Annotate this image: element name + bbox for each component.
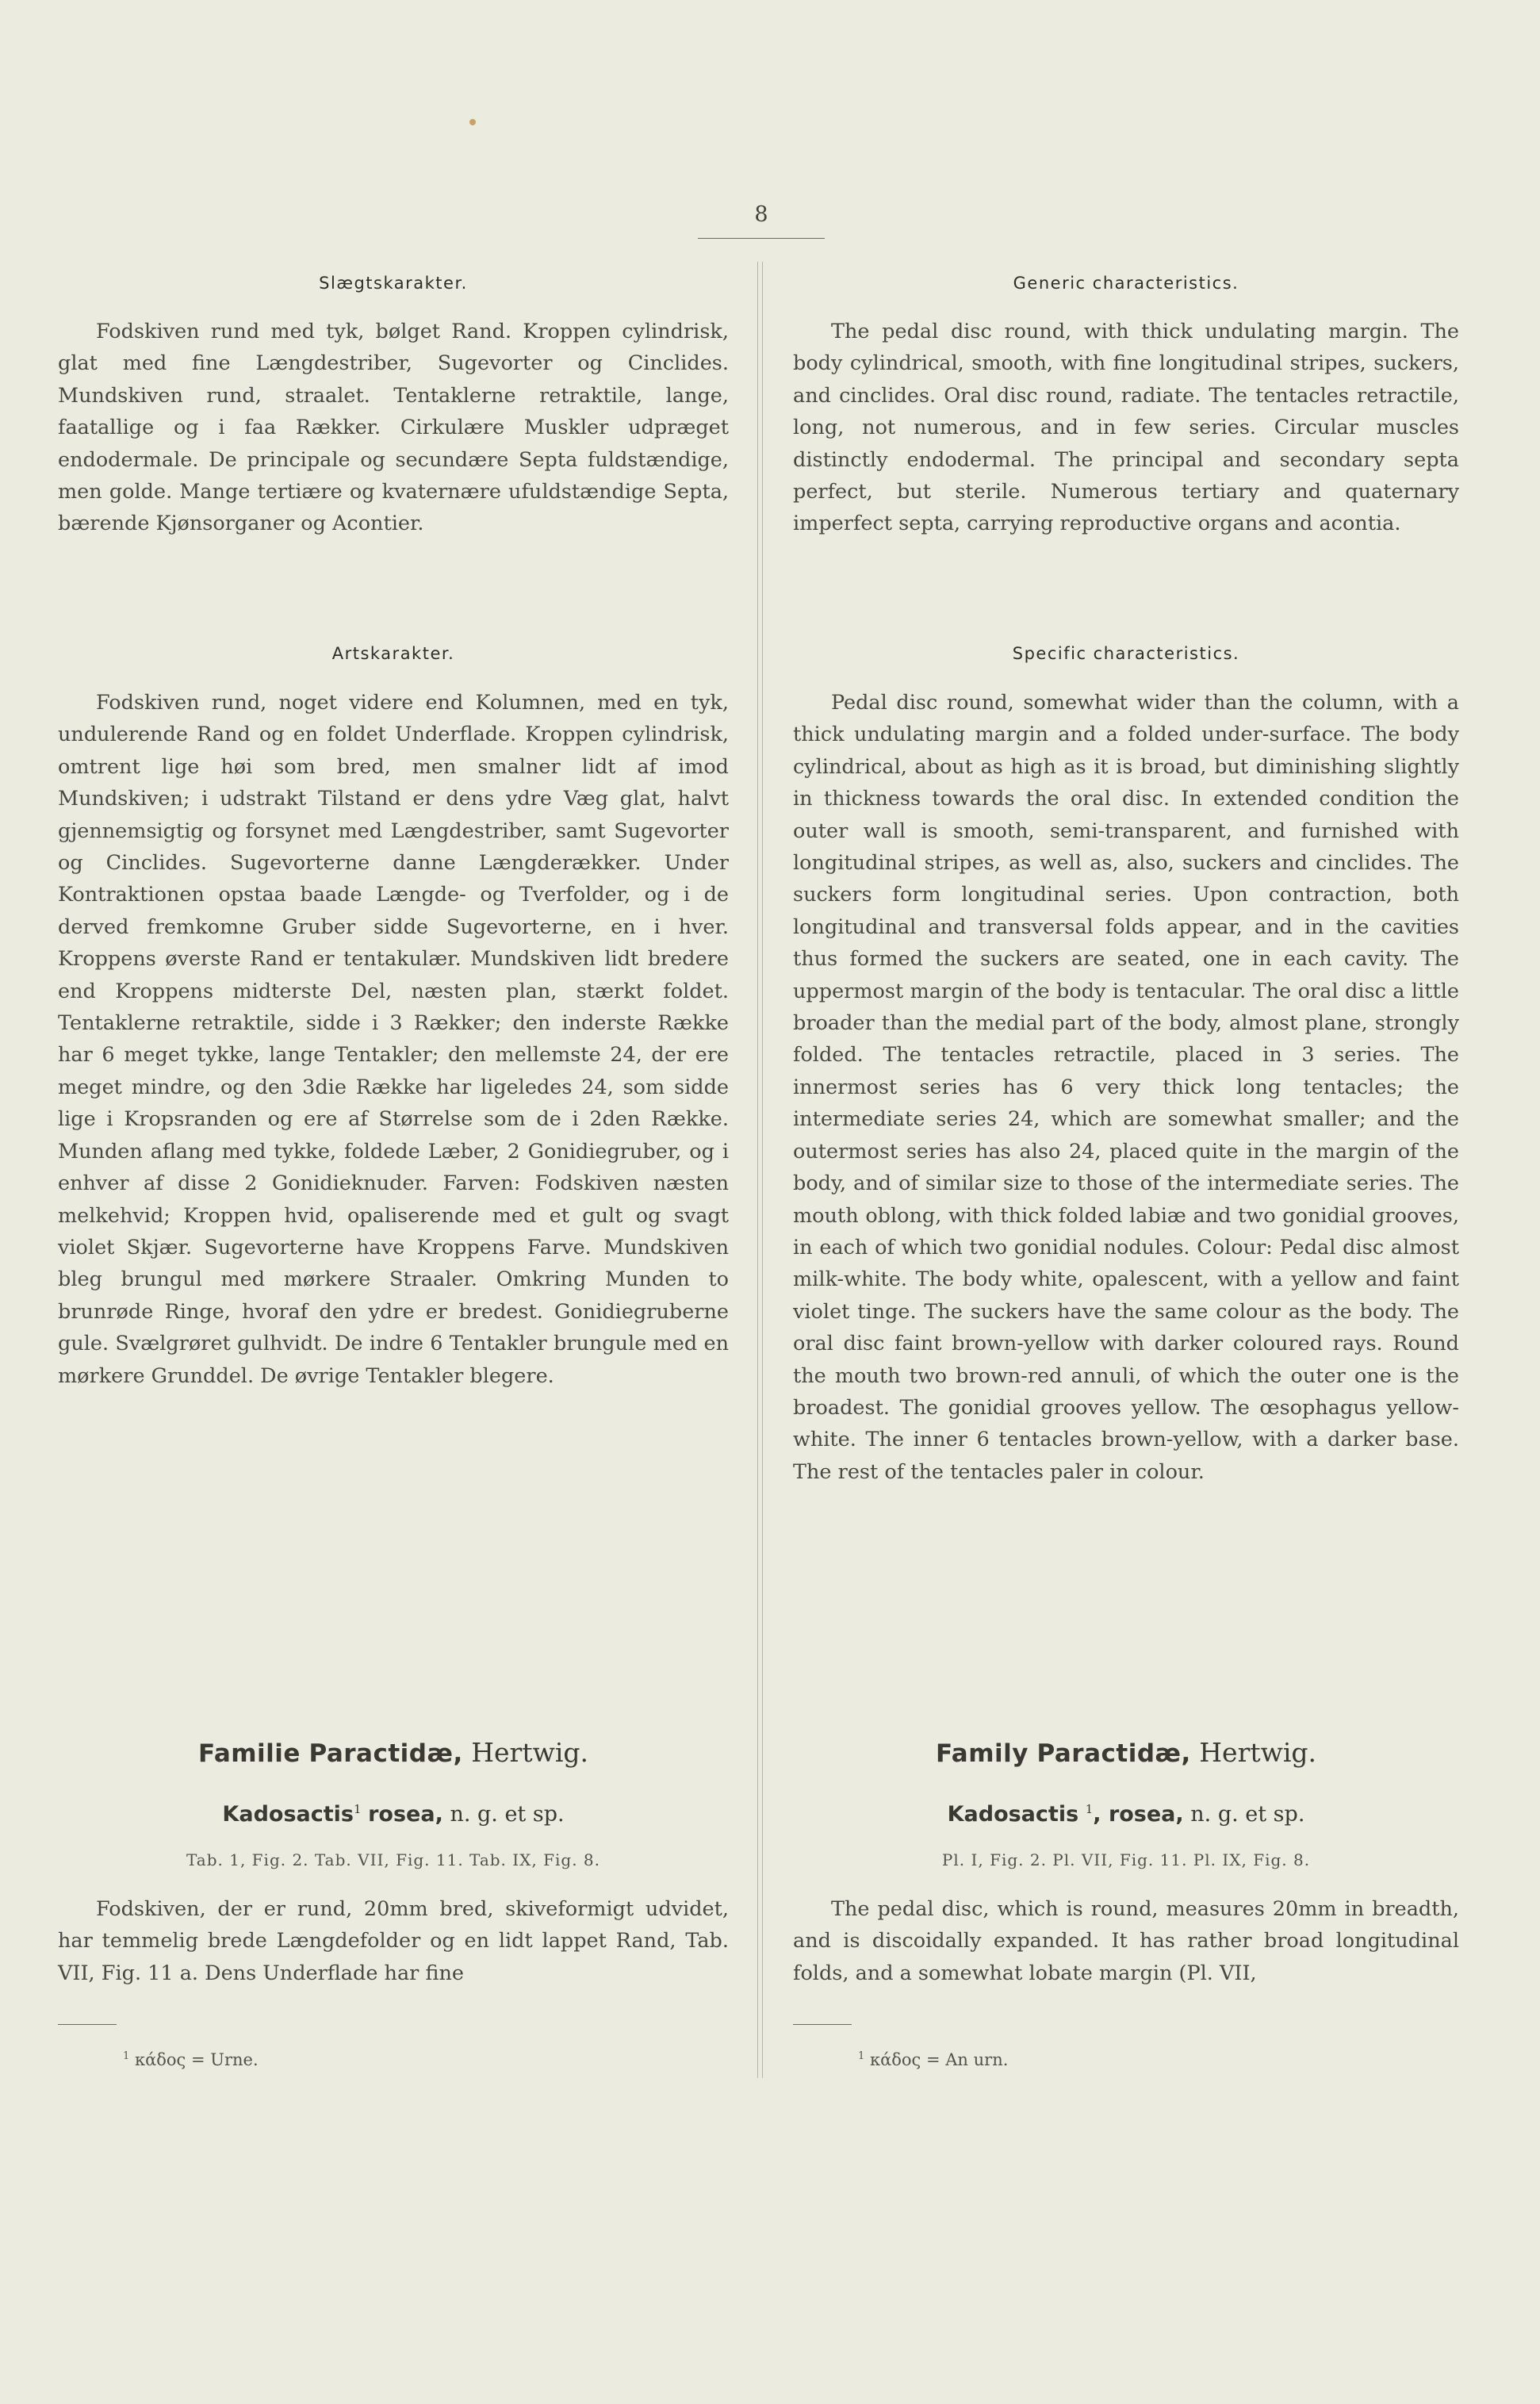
specific-heading: Specific characteristics. xyxy=(1012,644,1240,663)
footnote-text: κάδος = Urne. xyxy=(134,2050,259,2069)
description-text: Fodskiven, der er rund, 20mm bred, skiveformigt udvidet, har temmelig brede Længdefolder og en lidt lappet Rand, Tab. VII, Fig. 11 a. Dens Underflade har fine xyxy=(58,1897,729,1985)
taxon-status: n. g. et sp. xyxy=(1190,1802,1305,1827)
family-heading xyxy=(793,1737,1459,1768)
generic-text: The pedal disc round, with thick undulating margin. The body cylindrical, smooth, with fine longitudinal stripes, suckers, and cinclides. Oral disc round, radiate. The tentacles retractile, long, not numerous, and in few series. Circular muscles distinctly endodermal. The principal and secondary septa perfect, but sterile. Numerous tertiary and quaternary imperfect septa, carrying reproductive organs and acontia. xyxy=(793,320,1459,536)
generic-text: Fodskiven rund med tyk, bølget Rand. Kroppen cylindrisk, glat med fine Længdestriber, Sugevorter og Cinclides. Mundskiven rund, straalet. Tentaklerne retraktile, lange, faatallige og i faa Rækker. Cirkulære Muskler udpræget endodermale. De principale og secundære Septa fuldstændige, men golde. Mange tertiære og kvaternære ufuldstændige Septa, bærende Kjønsorganer og Acontier. xyxy=(58,320,729,536)
family-taxon: Paractidæ, xyxy=(308,1739,463,1768)
generic-heading: Generic characteristics. xyxy=(1013,274,1239,293)
family-taxon: Paractidæ, xyxy=(1036,1739,1191,1768)
description-text: The pedal disc, which is round, measures 20mm in breadth, and is discoidally expanded. It has rather broad longitudinal folds, and a somewhat lobate margin (Pl. VII, xyxy=(793,1897,1459,1985)
species-heading xyxy=(58,1802,729,1827)
specific-text: Fodskiven rund, noget videre end Kolumnen, med en tyk, undulerende Rand og en foldet Underflade. Kroppen cylindrisk, omtrent lige høi som bred, men smalner lidt af imod Mundskiven; i udstrakt Tilstand er dens ydre Væg glat, halvt gjennemsigtig og forsynet med Længdestriber, samt Sugevorter og Cinclides. Sugevorterne danne Længderækker. Under Kontraktionen opstaa baade Længde- og Tverfolder, og i de derved fremkomne Gruber sidde Sugevorterne, en i hver. Kroppens øverste Rand er tentakulær. Mundskiven lidt bredere end Kroppens midterste Del, næsten plan, stærkt foldet. Tentaklerne retraktile, sidde i 3 Rækker; den inderste Række har 6 meget tykke, lange Tentakler; den mellemste 24, der ere meget mindre, og den 3die Række har ligeledes 24, som sidde lige i Kropsranden og ere af Størrelse som de i 2den Række. Munden aflang med tykke, foldede Læber, 2 Gonidiegruber, og i enhver af disse 2 Gonidieknuder. Farven: Fodskiven næsten melkehvid; Kroppen hvid, opaliserende med et gult og svagt violet Skjær. Sugevorterne have Kroppens Farve. Mundskiven bleg brungul med mørkere Straaler. Omkring Munden to brunrøde Ringe, hvoraf den ydre er bredest. Gonidiegruberne gule. Svælgrøret gulhvidt. De indre 6 Tentakler brungule med en mørkere Grunddel. De øvrige Tentakler blegere. xyxy=(58,691,729,1388)
footnote-marker: 1 xyxy=(1085,1802,1094,1816)
family-label: Familie xyxy=(197,1739,301,1768)
column-divider xyxy=(762,262,763,2078)
specific-heading: Artskarakter. xyxy=(331,644,455,663)
genus-name: Kadosactis xyxy=(947,1802,1079,1827)
family-heading xyxy=(58,1737,729,1768)
genus-name: Kadosactis xyxy=(222,1802,354,1827)
column-divider xyxy=(757,262,758,2078)
family-author: Hertwig. xyxy=(471,1737,589,1768)
taxon-status: n. g. et sp. xyxy=(450,1802,565,1827)
page-number: 8 xyxy=(754,202,768,227)
species-name: , rosea, xyxy=(1093,1802,1184,1827)
footnote-rule xyxy=(793,2024,852,2025)
paper-speck xyxy=(469,119,476,125)
footnote xyxy=(123,2050,259,2069)
footnote-marker: 1 xyxy=(353,1802,362,1816)
species-name: rosea, xyxy=(368,1802,443,1827)
plate-references: Tab. 1, Fig. 2. Tab. VII, Fig. 11. Tab. IX, Fig. 8. xyxy=(186,1850,600,1869)
footnote-number: 1 xyxy=(858,2050,865,2062)
generic-heading: Slægtskarakter. xyxy=(319,274,468,293)
footnote-number: 1 xyxy=(123,2050,130,2062)
specific-text: Pedal disc round, somewhat wider than the column, with a thick undulating margin and a folded under-surface. The body cylindrical, about as high as it is broad, but diminishing slightly in thickness towards the oral disc. In extended condition the outer wall is smooth, semi-transparent, and furnished with longitudinal stripes, as well as, also, suckers and cinclides. The suckers form longitudinal series. Upon contraction, both longitudinal and transversal folds appear, and in the cavities thus formed the suckers are seated, one in each cavity. The uppermost margin of the body is tentacular. The oral disc a little broader than the medial part of the body, almost plane, strongly folded. The tentacles retractile, placed in 3 series. The innermost series has 6 very thick long tentacles; the intermediate series 24, which are somewhat smaller; and the outermost series has also 24, placed quite in the margin of the body, and of similar size to those of the intermediate series. The mouth oblong, with thick folded labiæ and two gonidial grooves, in each of which two gonidial nodules. Colour: Pedal disc almost milk-white. The body white, opalescent, with a yellow and faint violet tinge. The suckers have the same colour as the body. The oral disc faint brown-yellow with darker coloured rays. Round the mouth two brown-red annuli, of which the outer one is the broadest. The gonidial grooves yellow. The œsophagus yellow-white. The inner 6 tentacles brown-yellow, with a darker base. The rest of the tentacles paler in colour. xyxy=(793,691,1459,1484)
page-number-rule xyxy=(698,238,825,239)
footnote xyxy=(858,2050,1008,2069)
family-author: Hertwig. xyxy=(1199,1737,1317,1768)
family-label: Family xyxy=(935,1739,1029,1768)
footnote-text: κάδος = An urn. xyxy=(869,2050,1009,2069)
footnote-rule xyxy=(58,2024,117,2025)
species-heading xyxy=(793,1802,1459,1827)
plate-references: Pl. I, Fig. 2. Pl. VII, Fig. 11. Pl. IX, Fig. 8. xyxy=(941,1850,1311,1869)
